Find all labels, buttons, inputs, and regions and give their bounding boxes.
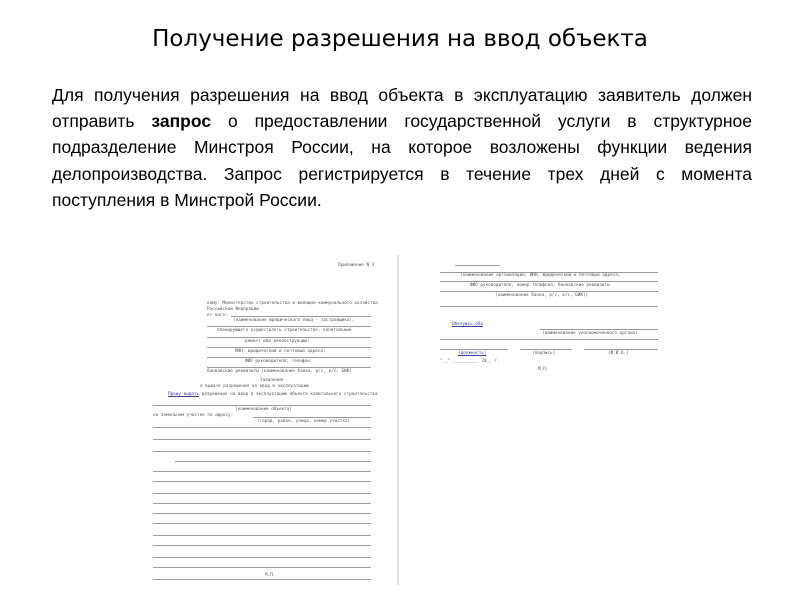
hint-3: ремонт или реконструкцию; <box>245 339 310 344</box>
org-hint: (наименование организации, ИНН, юридический и почтовый адреса, <box>460 273 621 278</box>
doc-subtitle: о выдаче разрешения на ввод в эксплуатацию <box>200 384 309 389</box>
name-hint: (Ф.И.О.) <box>608 351 629 356</box>
paragraph-text-1: Для получения разрешения на ввод объекта в эксплуатацию заявитель должен отправить <box>52 85 752 132</box>
object-hint: (наименование объекта) <box>235 407 292 412</box>
doc-title: Заявление <box>260 378 284 383</box>
from-label: от кого: <box>207 313 228 318</box>
seal-label-2: М.П. <box>538 367 549 372</box>
hint-6: банковские реквизиты (наименование банка, р/с, к/с, БИК) <box>207 369 352 374</box>
paragraph-text-2: о предоставлении государственной услуги в структурное подразделение Минстроя России, на которое возложены функции ведения делопроизводства. Запрос регистрируется в течение трех дней с момента поступления в Минстрой России. <box>52 111 752 210</box>
head-hint: ФИО руководителя, номер телефона, банковские реквизиты <box>470 283 610 288</box>
address-label: на земельном участке по адресу: <box>153 413 234 418</box>
hint-5: ФИО руководителя; телефон; <box>245 359 313 364</box>
hint-2: планирующего осуществлять строительство, капитальный <box>217 328 352 333</box>
request-link: Прошу выдать <box>168 392 200 397</box>
signature-hint: (подпись) <box>532 351 556 356</box>
slide-title: Получение разрешения на ввод объекта <box>152 26 648 52</box>
form-image-page-2 <box>400 255 672 385</box>
paragraph-bold-request: запрос <box>151 111 212 132</box>
obligation-link: Обязуюсь обо <box>452 322 484 327</box>
seal-label-1: М.П. <box>265 573 276 578</box>
authority-hint: (наименование уполномоченного органа) <box>542 331 638 336</box>
page-separator <box>397 255 399 585</box>
request-text: разрешение на ввод в эксплуатацию объекта капитального строительства <box>201 392 378 397</box>
position-link: (должность) <box>458 351 487 356</box>
to-label: кому: Министерство строительства и жилищно-коммунального хозяйства Российской Федерации <box>207 301 378 312</box>
slide-paragraph <box>52 82 752 213</box>
form-image-page-1 <box>145 255 393 585</box>
hint-1: (наименование юридического лица - застройщика), <box>233 318 355 323</box>
address-hint: (город, район, улица, номер участка) <box>257 419 351 424</box>
appendix-label: Приложение N 3 <box>338 263 375 268</box>
hint-4: ИНН; юридический и почтовый адреса; <box>235 349 326 354</box>
bank-hint: (наименование банка, р/с, к/с, БИК)) <box>495 293 589 298</box>
date-line: "__" __________ 20__ г. <box>440 359 500 364</box>
